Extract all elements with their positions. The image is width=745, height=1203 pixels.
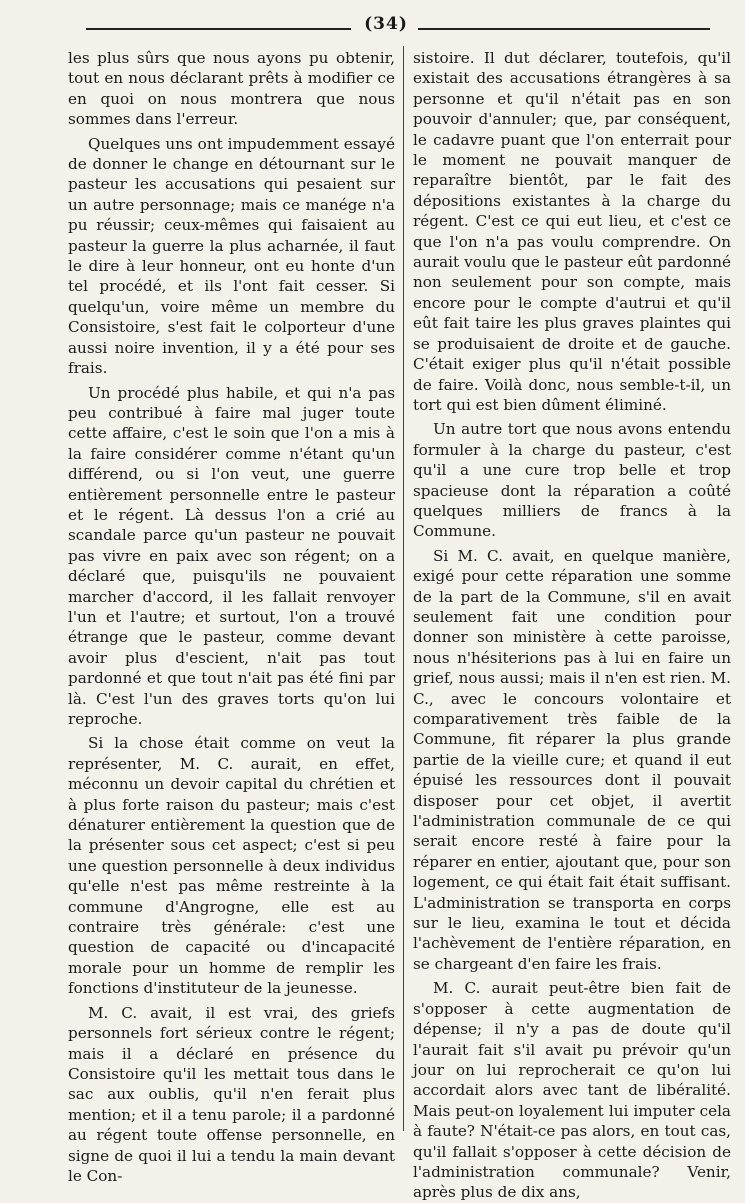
paragraph: Si la chose était comme on veut la représenter, M. C. aurait, en effet, méconnu un devoir capital du chrétien et à plus forte raison du pasteur; mais c'est dénaturer entièrement la question que de la présenter sous cet aspect; c'est si peu une question personnelle à deux individus qu'elle n'est pas même restreinte à la commune d'Angrogne, elle est au contraire très générale: c'est une question de capacité ou d'incapacité morale pour un homme de remplir les fonctions d'instituteur de la jeunesse. bbox=[68, 734, 395, 998]
left-column bbox=[68, 48, 395, 1186]
paragraph: sistoire. Il dut déclarer, toutefois, qu'il existait des accusations étrangères à sa personne et qu'il n'était pas en son pouvoir d'annuler; que, par conséquent, le cadavre puant que l'on enterrait pour le moment ne pouvait manquer de reparaître bientôt, par le fait des dépositions existantes à la charge du régent. C'est ce qui eut lieu, et c'est ce que l'on n'a pas voulu comprendre. On aurait voulu que le pasteur eût pardonné non seulement pour son compte, mais encore pour le compte d'autrui et qu'il eût fait taire les plus graves plaintes qui se produisaient de droite et de gauche. C'était exiger plus qu'il n'était possible de faire. Voilà donc, nous semble-t-il, un tort qui est bien dûment éliminé. bbox=[413, 49, 731, 414]
header-rule-left bbox=[86, 28, 351, 30]
paragraph: Un autre tort que nous avons entendu formuler à la charge du pasteur, c'est qu'il a une cure trop belle et trop spacieuse dont la réparation a coûté quelques milliers de francs à la Commune. bbox=[413, 420, 731, 541]
header-rule-right bbox=[418, 28, 710, 30]
page-header bbox=[66, 14, 730, 44]
column-divider bbox=[403, 46, 404, 1131]
page-number: (34) bbox=[364, 14, 408, 34]
paragraph: Quelques uns ont impudemment essayé de donner le change en détournant sur le pasteur les accusations qui pesaient sur un autre personnage; mais ce manége n'a pu réussir; ceux-mêmes qui faisaient au pasteur la guerre la plus acharnée, il faut le dire à leur honneur, ont eu honte d'un tel procédé, et ils l'ont fait cesser. Si quelqu'un, voire même un membre du Consistoire, s'est fait le colporteur d'une aussi noire invention, il y a été pour ses frais. bbox=[68, 134, 395, 378]
paragraph: M. C. aurait peut-être bien fait de s'opposer à cette augmentation de dépense; il n'y a pas de doute qu'il l'aurait fait s'il avait pu prévoir qu'un jour on lui reprocherait ce qu'on lui accordait alors avec tant de libéralité. Mais peut-on loyalement lui imputer cela à faute? N'était-ce pas alors, en tout cas, qu'il fallait s'opposer à cette décision de l'administration communale? Venir, après plus de dix ans, bbox=[413, 979, 731, 1202]
right-column bbox=[413, 48, 731, 1203]
paragraph: M. C. avait, il est vrai, des griefs personnels fort sérieux contre le régent; mais il a déclaré en présence du Consistoire qu'il les mettait tous dans le sac aux oublis, qu'il n'en ferait plus mention; et il a tenu parole; il a pardonné au régent toute offense personnelle, en signe de quoi il lui a tendu la main devant le Con- bbox=[68, 1003, 395, 1185]
paragraph: Un procédé plus habile, et qui n'a pas peu contribué à faire mal juger toute cette affaire, c'est le soin que l'on a mis à la faire considérer comme n'étant qu'un différend, ou si l'on veut, une guerre entièrement personnelle entre le pasteur et le régent. Là dessus l'on a crié au scandale parce qu'un pasteur ne pouvait pas vivre en paix avec son régent; on a déclaré que, puisqu'ils ne pouvaient marcher d'accord, il les fallait renvoyer l'un et l'autre; et surtout, l'on a trouvé étrange que le pasteur, comme devant avoir plus d'escient, n'ait pas tout pardonné et que tout n'ait pas été fini par là. C'est l'un des graves torts qu'on lui reproche. bbox=[68, 383, 395, 728]
paragraph: les plus sûrs que nous ayons pu obtenir, tout en nous déclarant prêts à modifier ce en quoi on nous montrera que nous sommes dans l'erreur. bbox=[68, 49, 395, 129]
paragraph: Si M. C. avait, en quelque manière, exigé pour cette réparation une somme de la part de la Commune, s'il en avait seulement fait une condition pour donner son ministère à cette paroisse, nous n'hésiterions pas à lui en faire un grief, nous aussi; mais il n'en est rien. M. C., avec le concours volontaire et comparativement très faible de la Commune, fit réparer la plus grande partie de la vieille cure; et quand il eut épuisé les ressources dont il pouvait disposer pour cet objet, il avertit l'administration communale de ce qui serait encore resté à faire pour la réparer en entier, ajoutant que, pour son logement, ce qui était fait était suffisant. L'administration se transporta en corps sur le lieu, examina le tout et décida l'achèvement de l'entière réparation, en se chargeant d'en faire les frais. bbox=[413, 546, 731, 973]
